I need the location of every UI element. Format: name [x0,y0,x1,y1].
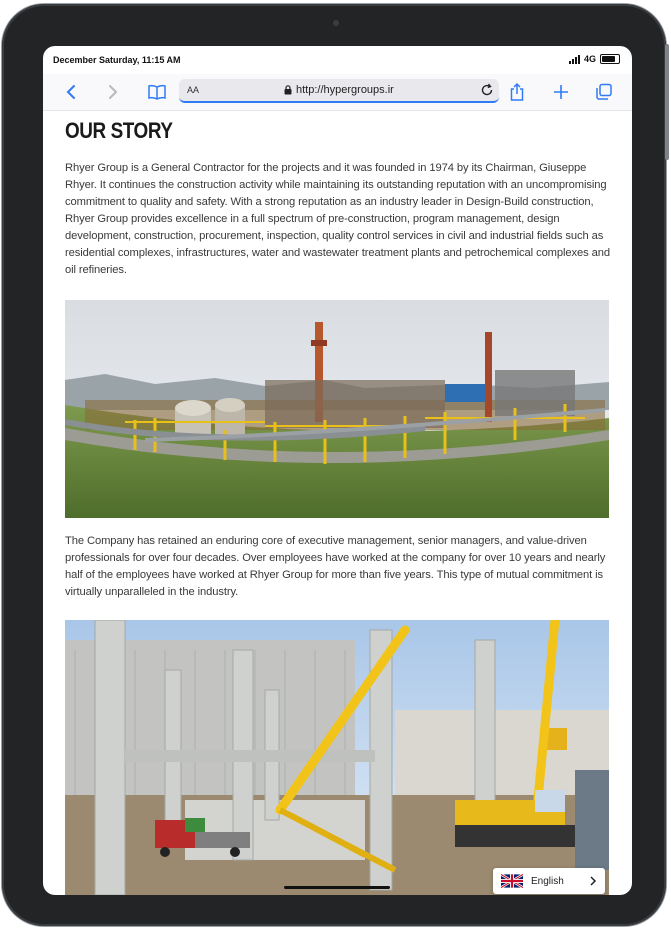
tablet-frame [2,4,666,926]
add-tab-icon [553,84,569,100]
network-label: 4G [583,54,596,64]
browser-screen [43,46,632,895]
construction-site-photo [65,620,609,895]
back-button[interactable] [59,80,83,104]
tabs-button[interactable] [592,80,616,104]
signal-icon [569,55,580,64]
language-label: English [531,875,564,887]
share-icon [509,82,525,102]
uk-flag-icon [501,874,523,888]
reader-options-button[interactable]: AA [187,85,200,95]
status-time: December Saturday, 11:15 AM [53,55,181,65]
chevron-right-icon [589,876,597,886]
browser-toolbar [43,74,632,111]
bookmarks-icon [147,84,167,100]
forward-button[interactable] [101,80,125,104]
status-bar [43,46,632,74]
language-selector[interactable] [493,868,605,894]
page-title: OUR STORY [65,118,173,143]
lock-icon [284,85,292,95]
home-indicator [284,886,390,889]
story-paragraph-2: The Company has retained an enduring core of executive management, senior managers, and value-driven professionals for over four decades. Over employees have worked at the company for over 10 years and nearly half of the employees have worked at Rhyer Group for more than five years. This type of mutual commitment is virtually unparalleled in the industry. [65,535,606,598]
battery-icon [600,54,620,64]
refinery-photo [65,300,609,518]
status-indicators [569,54,620,64]
front-camera [333,20,339,26]
tabs-icon [595,83,613,101]
share-button[interactable] [505,80,529,104]
forward-icon [107,84,119,100]
reload-icon [479,82,495,98]
reload-button[interactable] [479,82,495,103]
url-display[interactable] [284,84,394,96]
bookmarks-button[interactable] [145,80,169,104]
address-bar[interactable] [179,79,499,103]
url-text: http://hypergroups.ir [296,84,394,96]
side-button [665,44,669,160]
back-icon [65,84,77,100]
new-tab-button[interactable] [549,80,573,104]
story-paragraph-1: Rhyer Group is a General Contractor for the projects and it was founded in 1974 by its Chairman, Giuseppe Rhyer. It continues the construction activity while maintaining its outstanding reputation with an uncompromising commitment to quality and safety. With a strong reputation as an industry leader in Design-Build construction, Rhyer Group provides excellence in a full spectrum of pre-construction, program management, design development, construction, procurement, inspection, quality control services in civil and industrial fields such as residential complexes, infrastructures, water and wastewater treatment plants and petrochemical complexes and oil refineries. [65,162,611,276]
